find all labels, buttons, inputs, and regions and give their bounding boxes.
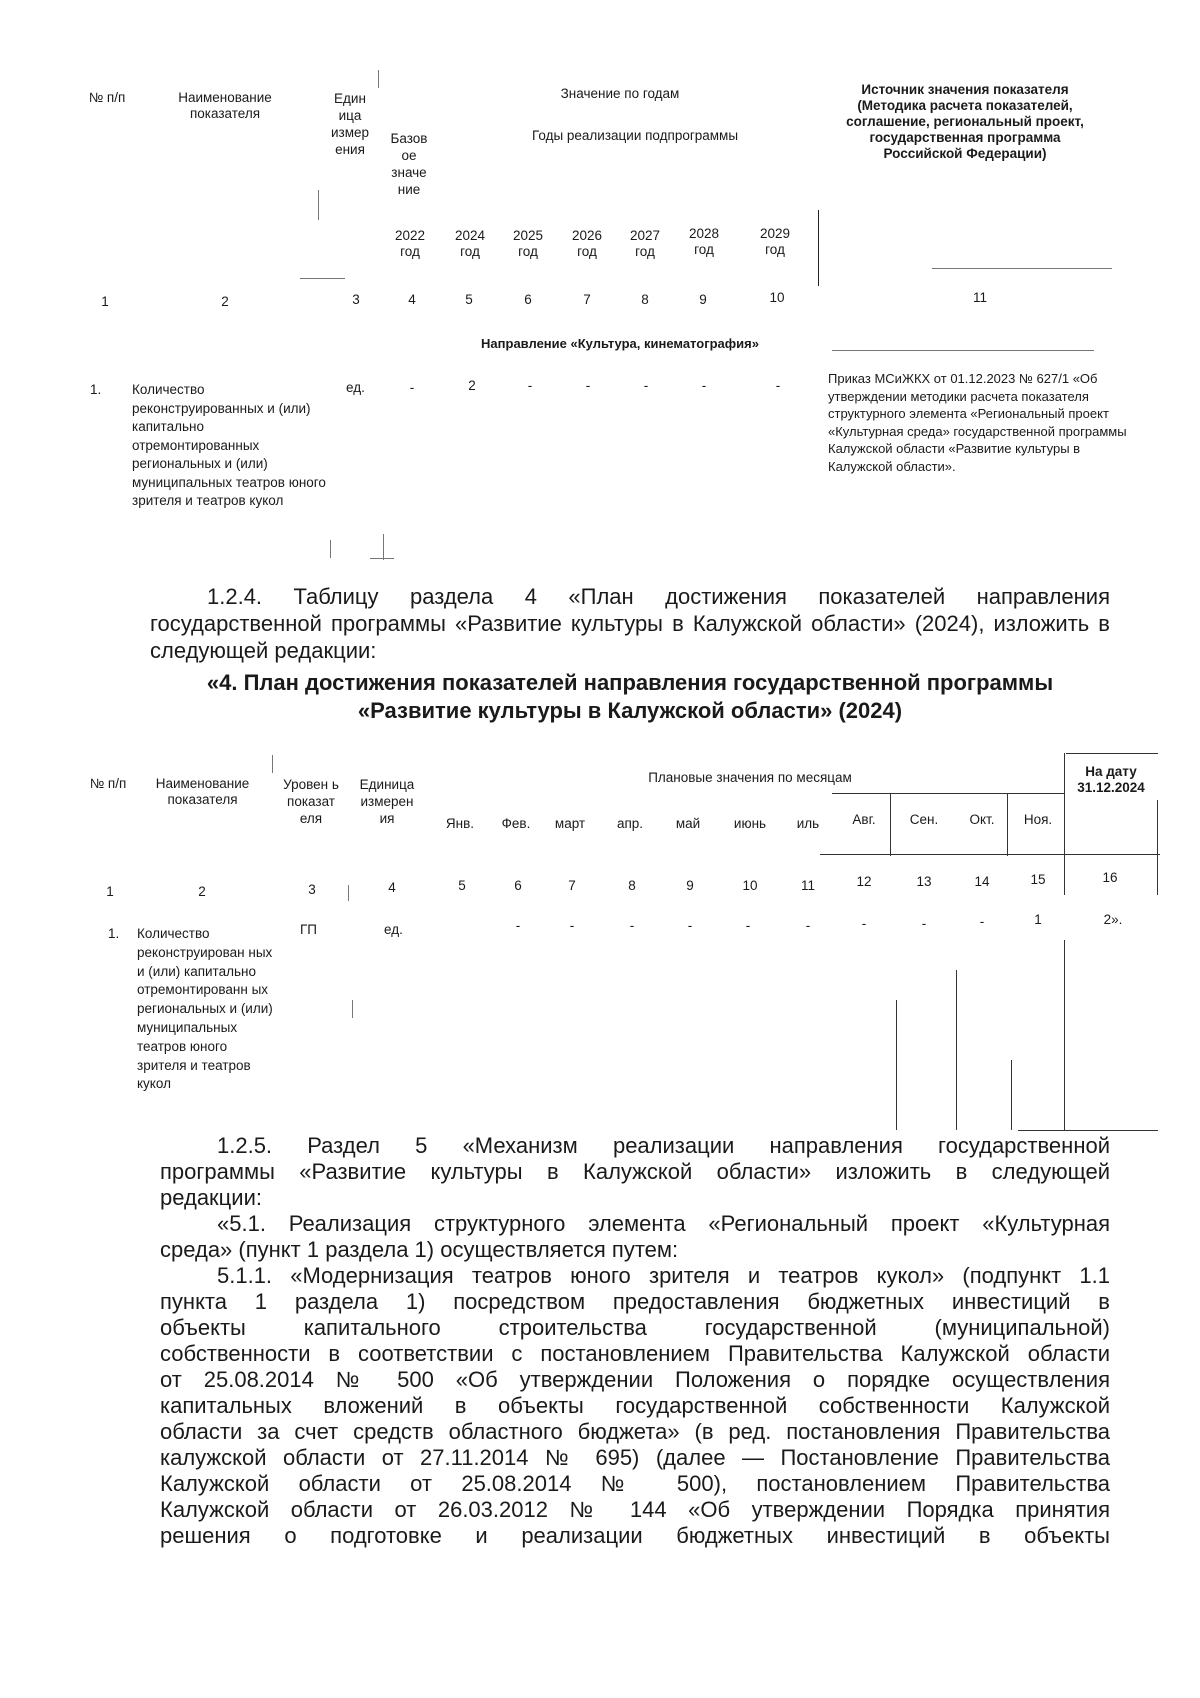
para-line: «5.1. Реализация структурного элемента «Региональный проект «Культурная: [217, 1211, 1110, 1236]
year-2024: 2024 год: [454, 228, 486, 259]
year-2027: 2027 год: [629, 228, 661, 259]
table-rule: [318, 190, 319, 220]
month-sep: Сен.: [909, 812, 939, 827]
col-unit-header: Един ица измер ения: [330, 91, 370, 157]
table-rule: [1064, 940, 1065, 1130]
col-number-1: 1: [101, 294, 109, 309]
para-line: области за счет средств областного бюджета» (в ред. постановления Правительства: [160, 1419, 1110, 1444]
table-rule: [832, 793, 1064, 794]
t2-planned-header: Плановые значения по месяцам: [648, 770, 852, 785]
paragraph-1-2-5: [160, 1133, 1110, 1211]
t2-col-number-7: 7: [568, 878, 576, 893]
t2-value-apr: -: [629, 918, 635, 933]
row-name: Количество реконструированных и (или) капитально отремонтированных региональных и (или) муниципальных театров юного зрителя и театров кукол: [132, 382, 326, 508]
t2-value-jul: -: [805, 918, 811, 933]
month-feb: Фев.: [501, 816, 531, 831]
table-rule: [1007, 794, 1008, 856]
impl-years-header: Годы реализации подпрограммы: [531, 128, 739, 143]
row-unit: ед.: [346, 380, 365, 395]
para-line: 1.2.5. Раздел 5 «Механизм реализации направления государственной: [217, 1133, 1110, 1158]
table-rule: [1011, 1060, 1012, 1130]
year-2025: 2025 год: [512, 228, 544, 259]
col-number-3: 3: [352, 292, 360, 307]
para-line: пункта 1 раздела 1) посредством предоставления бюджетных инвестиций в: [160, 1289, 1110, 1314]
month-jul: иль: [796, 816, 820, 831]
t2-value-aug: -: [861, 916, 867, 931]
para-line: редакции:: [160, 1185, 262, 1210]
col-number-9: 9: [699, 292, 707, 307]
table-rule: [330, 540, 331, 558]
t2-row-name: Количество реконструирован ных и (или) капитально отремонтированн ых региональных и (или) муниципальных театров юного зрителя и театров кукол: [137, 926, 273, 1092]
values-by-years-header: Значение по годам: [560, 86, 680, 101]
para-line: Калужской области от 25.08.2014 № 500), постановлением Правительства: [160, 1471, 1110, 1496]
row-num: 1.: [90, 382, 102, 397]
paragraph-5-1: [160, 1211, 1110, 1263]
col-number-11: 11: [972, 290, 987, 305]
table-rule: [896, 1000, 897, 1130]
para-line: калужской области от 27.11.2014 № 695) (далее — Постановление Правительства: [160, 1445, 1110, 1470]
para-line: программы «Развитие культуры в Калужской области» изложить в следующей: [160, 1159, 1110, 1184]
t2-name-header: Наименование показателя: [155, 776, 250, 807]
table-rule: [956, 970, 957, 1130]
row-value-2022: -: [409, 380, 415, 395]
table-rule: [1018, 1130, 1158, 1131]
para-line: от 25.08.2014 № 500 «Об утверждении Положения о порядке осуществления: [160, 1367, 1110, 1392]
t2-num-header: № п/п: [89, 776, 127, 791]
paragraph-1-2-4: 1.2.4. Таблицу раздела 4 «План достижения показателей направления государственной программы «Развитие культуры в Калужской области» (2024), изложить в следующей редакции:: [150, 584, 1110, 663]
row-value-2024: 2: [468, 378, 476, 393]
col-number-7: 7: [583, 292, 591, 307]
t2-col-number-12: 12: [856, 874, 872, 889]
t2-value-mar: -: [569, 918, 575, 933]
col-number-10: 10: [769, 290, 785, 305]
col-number-8: 8: [641, 292, 649, 307]
t2-value-jun: -: [745, 918, 751, 933]
year-2028: 2028 год: [688, 226, 720, 257]
para-line: 5.1.1. «Модернизация театров юного зрителя и театров кукол» (подпункт 1.1: [217, 1263, 1110, 1288]
t2-row-num: 1.: [108, 926, 120, 941]
t2-col-number-9: 9: [686, 878, 694, 893]
t2-col-number-3: 3: [308, 882, 316, 897]
table-rule: [932, 268, 1112, 269]
t2-col-number-2: 2: [198, 884, 206, 899]
source-header: Источник значения показателя (Методика расчета показателей, соглашение, региональный проект, государственная программа Российской Федерации): [846, 82, 1084, 161]
table-rule: [1064, 753, 1065, 895]
t2-col-number-1: 1: [106, 884, 114, 899]
para-line: объекты капитального строительства государственной (муниципальной): [160, 1315, 1110, 1340]
year-2026: 2026 год: [571, 228, 603, 259]
t2-unit-header: Единица измерен ия: [359, 777, 415, 826]
col-number-4: 4: [408, 292, 416, 307]
year-2029: 2029 год: [759, 226, 791, 257]
direction-row: Направление «Культура, кинематография»: [481, 336, 759, 351]
para-line: Калужской области от 26.03.2012 № 144 «Об утверждении Порядка принятия: [160, 1497, 1110, 1522]
col-num-header: № п/п: [88, 90, 126, 105]
section-4-title-line2: «Развитие культуры в Калужской области» (2024): [357, 698, 903, 723]
table-rule: [1066, 753, 1158, 754]
t2-col-number-11: 11: [800, 878, 815, 893]
t2-row-level: ГП: [300, 922, 318, 937]
table-rule: [383, 534, 384, 560]
row-value-2028: -: [701, 378, 707, 393]
month-jun: июнь: [733, 816, 767, 831]
t2-value-may: -: [687, 918, 693, 933]
table-rule: [378, 70, 379, 88]
t2-col-number-6: 6: [514, 878, 522, 893]
para-line: капитальных вложений в объекты государственной собственности Калужской: [160, 1393, 1110, 1418]
row-value-2029: -: [775, 378, 781, 393]
table-rule: [272, 755, 273, 773]
paragraph-5-1-1: [160, 1263, 1110, 1549]
table-rule: [1157, 800, 1158, 895]
table-rule: [832, 350, 1094, 351]
para-line: решения о подготовке и реализации бюджетных инвестиций в объекты: [160, 1523, 1110, 1548]
t2-value-feb: -: [515, 918, 521, 933]
t2-col-number-4: 4: [388, 880, 396, 895]
t2-col-number-5: 5: [458, 878, 466, 893]
section-4-title-line1: «4. План достижения показателей направления государственной программы: [206, 670, 1054, 695]
base-value-header: Базов ое значе ние: [390, 131, 428, 197]
row-value-2027: -: [643, 378, 649, 393]
t2-col-number-8: 8: [628, 878, 636, 893]
t2-value-oct: -: [979, 914, 985, 929]
month-mar: март: [554, 816, 586, 831]
table-rule: [352, 1000, 353, 1018]
table-rule: [370, 558, 394, 559]
month-may: май: [675, 816, 701, 831]
table-rule: [300, 278, 345, 279]
month-aug: Авг.: [852, 812, 876, 827]
t2-date-header: На дату 31.12.2024: [1077, 764, 1145, 795]
t2-level-header: Уровен ь показат еля: [283, 777, 339, 826]
para-line: среда» (пункт 1 раздела 1) осуществляется путем:: [160, 1237, 679, 1262]
para-line: собственности в соответствии с постановлением Правительства Калужской области: [160, 1341, 1110, 1366]
col-number-5: 5: [465, 292, 473, 307]
month-apr: апр.: [616, 816, 644, 831]
table-rule: [348, 885, 349, 901]
t2-col-number-14: 14: [974, 874, 990, 889]
year-2022: 2022 год: [394, 228, 426, 259]
t2-value-sep: -: [921, 916, 927, 931]
col-number-6: 6: [524, 292, 532, 307]
t2-col-number-10: 10: [742, 878, 758, 893]
t2-col-number-15: 15: [1030, 872, 1046, 887]
table-rule: [818, 210, 819, 286]
row-value-2025: -: [527, 378, 533, 393]
t2-col-number-13: 13: [916, 874, 932, 889]
col-number-2: 2: [221, 294, 229, 309]
month-nov: Ноя.: [1023, 812, 1053, 827]
table-rule: [820, 854, 1160, 855]
month-jan: Янв.: [445, 816, 475, 831]
t2-row-unit: ед.: [384, 922, 403, 937]
col-name-header: Наименование показателя: [178, 90, 272, 121]
row-source: Приказ МСиЖКХ от 01.12.2023 № 627/1 «Об утверждении методики расчета показателя структурного элемента «Региональный проект «Культурная среда» государственной программы Калужской области «Развитие культуры в Калужской области».: [828, 371, 1127, 474]
t2-date-value: 2».: [1103, 912, 1123, 927]
table-rule: [890, 794, 891, 856]
row-value-2026: -: [585, 378, 591, 393]
t2-col-number-16: 16: [1102, 870, 1118, 885]
month-oct: Окт.: [969, 812, 995, 827]
t2-value-nov: 1: [1034, 912, 1042, 927]
